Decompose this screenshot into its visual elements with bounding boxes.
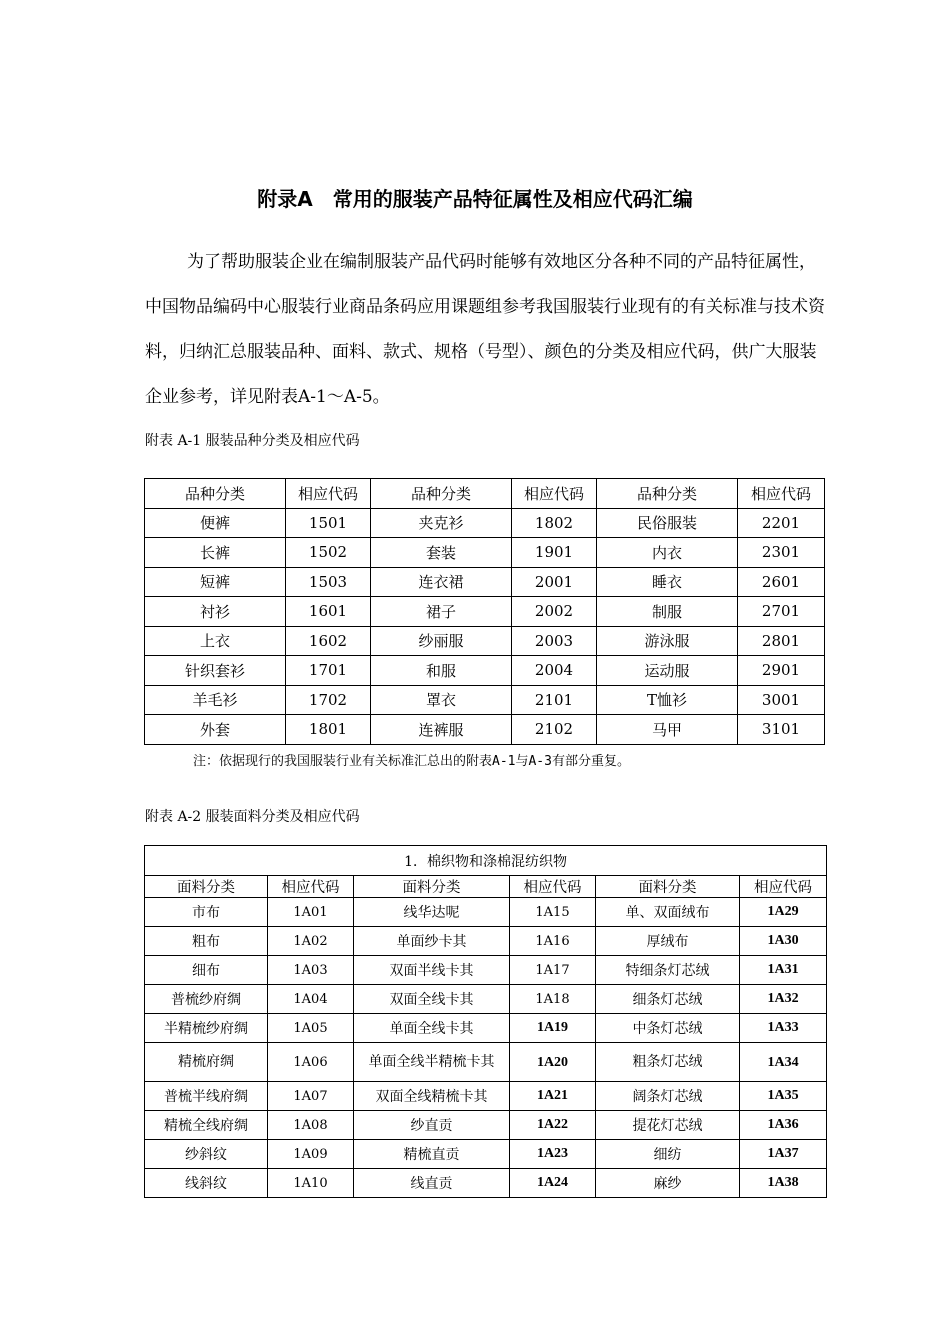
- code-cell: 3001: [738, 685, 825, 715]
- category-cell: 线斜纹: [145, 1169, 268, 1198]
- table-row: [145, 1111, 827, 1140]
- table1-caption: 附表 A-1 服装品种分类及相应代码: [145, 433, 360, 449]
- category-cell: 纱丽服: [371, 626, 512, 656]
- category-cell: 单面全线卡其: [354, 1014, 510, 1043]
- column-header: 面料分类: [354, 876, 510, 898]
- table-header-row: [145, 479, 825, 509]
- table-row: [145, 1169, 827, 1198]
- code-cell: 1A32: [740, 985, 827, 1014]
- category-cell: 罩衣: [371, 685, 512, 715]
- category-cell: 单面全线半精梳卡其: [354, 1043, 510, 1082]
- column-header: 相应代码: [268, 876, 354, 898]
- category-cell: 纱直贡: [354, 1111, 510, 1140]
- table-row: [145, 1140, 827, 1169]
- table-row: [145, 898, 827, 927]
- category-cell: 半精梳纱府绸: [145, 1014, 268, 1043]
- code-cell: 1A04: [268, 985, 354, 1014]
- code-cell: 1502: [286, 538, 371, 568]
- code-cell: 2002: [512, 597, 597, 627]
- category-cell: 细纺: [596, 1140, 740, 1169]
- code-cell: 1A37: [740, 1140, 827, 1169]
- code-cell: 1A29: [740, 898, 827, 927]
- garment-category-table: [144, 478, 825, 745]
- category-cell: 民俗服装: [597, 508, 738, 538]
- column-header: 品种分类: [145, 479, 286, 509]
- code-cell: 1A35: [740, 1082, 827, 1111]
- code-cell: 1503: [286, 567, 371, 597]
- code-cell: 1701: [286, 656, 371, 686]
- code-cell: 1901: [512, 538, 597, 568]
- category-cell: 马甲: [597, 715, 738, 745]
- category-cell: 精梳直贡: [354, 1140, 510, 1169]
- table-row: [145, 1014, 827, 1043]
- category-cell: 双面半线卡其: [354, 956, 510, 985]
- code-cell: 2004: [512, 656, 597, 686]
- category-cell: 上衣: [145, 626, 286, 656]
- code-cell: 1A36: [740, 1111, 827, 1140]
- category-cell: 制服: [597, 597, 738, 627]
- category-cell: 内衣: [597, 538, 738, 568]
- category-cell: 连裤服: [371, 715, 512, 745]
- code-cell: 1802: [512, 508, 597, 538]
- code-cell: 1A01: [268, 898, 354, 927]
- column-header: 相应代码: [740, 876, 827, 898]
- category-cell: 粗布: [145, 927, 268, 956]
- column-header: 面料分类: [145, 876, 268, 898]
- table-row: [145, 985, 827, 1014]
- category-cell: 纱斜纹: [145, 1140, 268, 1169]
- category-cell: 线直贡: [354, 1169, 510, 1198]
- code-cell: 2201: [738, 508, 825, 538]
- category-cell: 和服: [371, 656, 512, 686]
- fabric-category-table: [144, 845, 827, 1198]
- category-cell: 双面全线精梳卡其: [354, 1082, 510, 1111]
- code-cell: 1A20: [510, 1043, 596, 1082]
- column-header: 相应代码: [510, 876, 596, 898]
- code-cell: 1A02: [268, 927, 354, 956]
- column-header: 相应代码: [512, 479, 597, 509]
- column-header: 品种分类: [597, 479, 738, 509]
- code-cell: 2001: [512, 567, 597, 597]
- category-cell: 普梳半线府绸: [145, 1082, 268, 1111]
- code-cell: 1501: [286, 508, 371, 538]
- code-cell: 1A17: [510, 956, 596, 985]
- code-cell: 1A21: [510, 1082, 596, 1111]
- category-cell: 便裤: [145, 508, 286, 538]
- code-cell: 1A33: [740, 1014, 827, 1043]
- code-cell: 1A23: [510, 1140, 596, 1169]
- column-header: 相应代码: [738, 479, 825, 509]
- code-cell: 2601: [738, 567, 825, 597]
- category-cell: 衬衫: [145, 597, 286, 627]
- category-cell: 细布: [145, 956, 268, 985]
- code-cell: 1A16: [510, 927, 596, 956]
- category-cell: 粗条灯芯绒: [596, 1043, 740, 1082]
- category-cell: 游泳服: [597, 626, 738, 656]
- code-cell: 2301: [738, 538, 825, 568]
- category-cell: 双面全线卡其: [354, 985, 510, 1014]
- table-header-row: [145, 876, 827, 898]
- category-cell: 精梳府绸: [145, 1043, 268, 1082]
- table-row: [145, 626, 825, 656]
- code-cell: 2801: [738, 626, 825, 656]
- category-cell: 长裤: [145, 538, 286, 568]
- table-row: [145, 656, 825, 686]
- table2-caption: 附表 A-2 服装面料分类及相应代码: [145, 809, 360, 825]
- category-cell: 夹克衫: [371, 508, 512, 538]
- code-cell: 2901: [738, 656, 825, 686]
- table-row: [145, 1082, 827, 1111]
- category-cell: 单面纱卡其: [354, 927, 510, 956]
- category-cell: 特细条灯芯绒: [596, 956, 740, 985]
- column-header: 面料分类: [596, 876, 740, 898]
- code-cell: 1A15: [510, 898, 596, 927]
- category-cell: 单、双面绒布: [596, 898, 740, 927]
- code-cell: 1A18: [510, 985, 596, 1014]
- code-cell: 1602: [286, 626, 371, 656]
- code-cell: 1A05: [268, 1014, 354, 1043]
- table-row: [145, 567, 825, 597]
- category-cell: 羊毛衫: [145, 685, 286, 715]
- code-cell: 1601: [286, 597, 371, 627]
- code-cell: 1A10: [268, 1169, 354, 1198]
- code-cell: 2101: [512, 685, 597, 715]
- intro-paragraph: [145, 240, 825, 420]
- table-row: [145, 927, 827, 956]
- category-cell: 市布: [145, 898, 268, 927]
- category-cell: 麻纱: [596, 1169, 740, 1198]
- code-cell: 1A07: [268, 1082, 354, 1111]
- category-cell: 线华达呢: [354, 898, 510, 927]
- code-cell: 1801: [286, 715, 371, 745]
- category-cell: 中条灯芯绒: [596, 1014, 740, 1043]
- code-cell: 2701: [738, 597, 825, 627]
- category-cell: 厚绒布: [596, 927, 740, 956]
- intro-text: 为了帮助服装企业在编制服装产品代码时能够有效地区分各种不同的产品特征属性，中国物品编码中心服装行业商品条码应用课题组参考我国服装行业现有的有关标准与技术资料，归纳汇总服装品种、面料、款式、规格（号型）、颜色的分类及相应代码，供广大服装企业参考，详见附表A-1～A-5。: [145, 252, 825, 407]
- code-cell: 2102: [512, 715, 597, 745]
- code-cell: 1A34: [740, 1043, 827, 1082]
- table-row: [145, 508, 825, 538]
- column-header: 品种分类: [371, 479, 512, 509]
- table-row: [145, 685, 825, 715]
- code-cell: 1A09: [268, 1140, 354, 1169]
- code-cell: 1A19: [510, 1014, 596, 1043]
- category-cell: 睡衣: [597, 567, 738, 597]
- code-cell: 1A38: [740, 1169, 827, 1198]
- table-row: [145, 956, 827, 985]
- table-row: [145, 597, 825, 627]
- code-cell: 1A03: [268, 956, 354, 985]
- table1-note: 注：依据现行的我国服装行业有关标准汇总出的附表A-1与A-3有部分重复。: [193, 754, 630, 769]
- category-cell: 运动服: [597, 656, 738, 686]
- category-cell: 外套: [145, 715, 286, 745]
- code-cell: 3101: [738, 715, 825, 745]
- category-cell: 精梳全线府绸: [145, 1111, 268, 1140]
- code-cell: 1A22: [510, 1111, 596, 1140]
- category-cell: 普梳纱府绸: [145, 985, 268, 1014]
- category-cell: 提花灯芯绒: [596, 1111, 740, 1140]
- code-cell: 1A30: [740, 927, 827, 956]
- column-header: 相应代码: [286, 479, 371, 509]
- page-title: 附录A 常用的服装产品特征属性及相应代码汇编: [257, 187, 693, 211]
- section-heading: 1．棉织物和涤棉混纺织物: [145, 846, 827, 876]
- code-cell: 1A24: [510, 1169, 596, 1198]
- category-cell: 短裤: [145, 567, 286, 597]
- code-cell: 2003: [512, 626, 597, 656]
- table-row: [145, 1043, 827, 1082]
- code-cell: 1A08: [268, 1111, 354, 1140]
- category-cell: T恤衫: [597, 685, 738, 715]
- category-cell: 裙子: [371, 597, 512, 627]
- category-cell: 套装: [371, 538, 512, 568]
- code-cell: 1702: [286, 685, 371, 715]
- category-cell: 连衣裙: [371, 567, 512, 597]
- table-row: [145, 715, 825, 745]
- section-row: [145, 846, 827, 876]
- code-cell: 1A06: [268, 1043, 354, 1082]
- code-cell: 1A31: [740, 956, 827, 985]
- category-cell: 阔条灯芯绒: [596, 1082, 740, 1111]
- table-row: [145, 538, 825, 568]
- category-cell: 细条灯芯绒: [596, 985, 740, 1014]
- category-cell: 针织套衫: [145, 656, 286, 686]
